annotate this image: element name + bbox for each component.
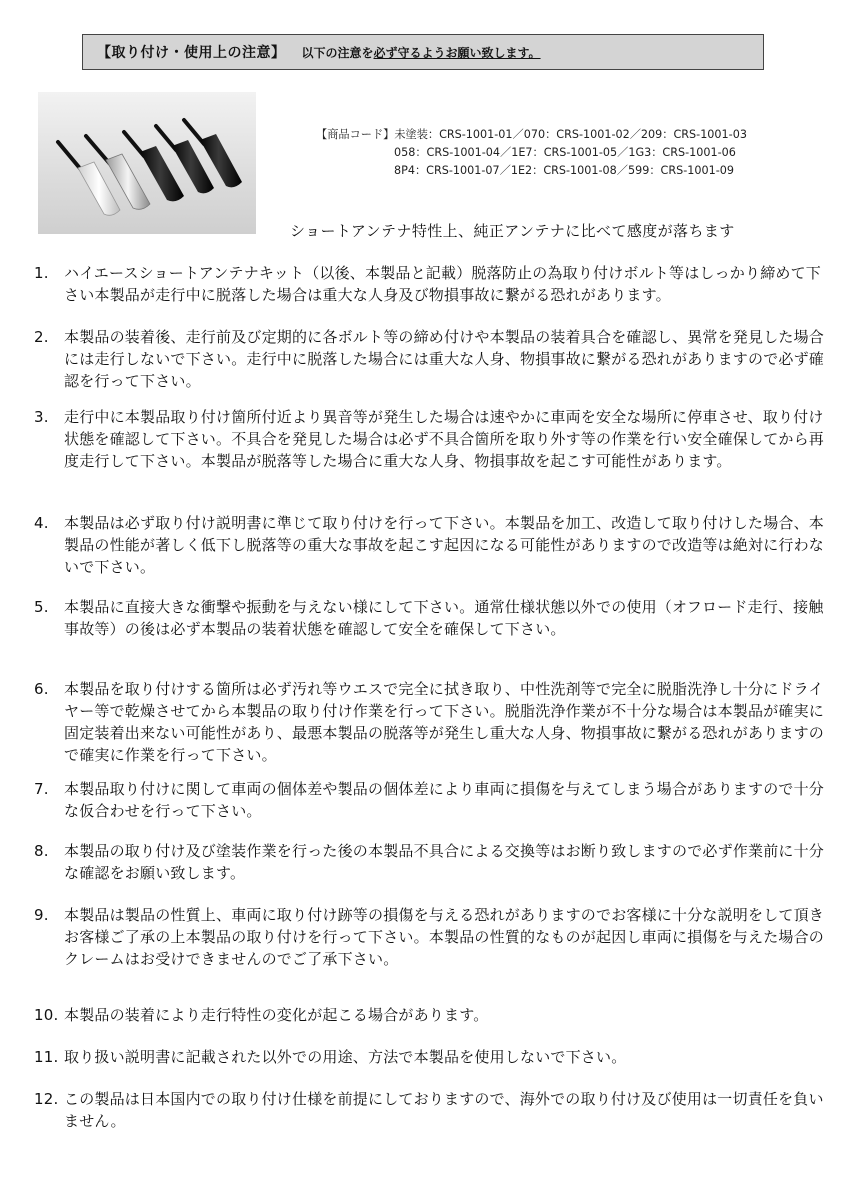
product-codes-label: 【商品コード】 — [316, 128, 395, 141]
sensitivity-notice: ショートアンテナ特性上、純正アンテナに比べて感度が落ちます — [290, 222, 735, 240]
item-number: 12. — [34, 1090, 59, 1108]
item-text: 本製品の装着により走行特性の変化が起こる場合があります。 — [64, 1006, 489, 1024]
antenna-set-illustration — [38, 92, 256, 234]
notice-header-box — [82, 34, 764, 70]
precaution-item-10 — [34, 1004, 828, 1026]
item-number: 3. — [34, 408, 49, 426]
item-text: この製品は日本国内での取り付け仕様を前提にしておりますので、海外での取り付け及び使用は一切責任を負いません。 — [64, 1090, 824, 1130]
item-text: 本製品に直接大きな衝撃や振動を与えない様にして下さい。通常仕様状態以外での使用（オフロード走行、接触事故等）の後は必ず本製品の装着状態を確認して安全を確保して下さい。 — [64, 598, 824, 638]
product-codes-line-3: 8P4：CRS-1001-07／1E2：CRS-1001-08／599：CRS-1001-09 — [394, 164, 734, 177]
item-number: 4. — [34, 514, 49, 532]
precaution-item-8 — [34, 840, 828, 884]
product-codes-text-1: 未塗装：CRS-1001-01／070：CRS-1001-02／209：CRS-1001-03 — [394, 128, 747, 141]
item-text: ハイエースショートアンテナキット（以後、本製品と記載）脱落防止の為取り付けボルト等はしっかり締めて下さい本製品が走行中に脱落した場合は重大な人身及び物損事故に繋がる恐れがあります。 — [64, 264, 822, 304]
item-text: 本製品の装着後、走行前及び定期的に各ボルト等の締め付けや本製品の装着具合を確認し、異常を発見した場合には走行しないで下さい。走行中に脱落した場合には重大な人身、物損事故に繋がる恐れがありますので必ず確認を行って下さい。 — [64, 328, 825, 390]
item-number: 9. — [34, 906, 49, 924]
product-codes — [316, 126, 836, 180]
item-text: 走行中に本製品取り付け箇所付近より異音等が発生した場合は速やかに車両を安全な場所に停車させ、取り付け状態を確認して下さい。不具合を発見した場合は必ず不具合箇所を取り外す等の作業を行い安全確保してから再度走行して下さい。本製品が脱落等した場合に重大な人身、物損事故を起こす可能性があります。 — [64, 408, 825, 470]
item-number: 8. — [34, 842, 49, 860]
product-photo — [38, 92, 256, 234]
precaution-item-1 — [34, 262, 828, 306]
precaution-item-6 — [34, 678, 828, 766]
item-text: 本製品を取り付けする箇所は必ず汚れ等ウエスで完全に拭き取り、中性洗剤等で完全に脱脂洗浄し十分にドライヤー等で乾燥させてから本製品の取り付け作業を行って下さい。脱脂洗浄作業が不十分な場合は本製品が確実に固定装着出来ない可能性があり、最悪本製品の脱落等が発生し重大な人身、物損事故に繋がる恐れがありますので確実に作業を行って下さい。 — [64, 680, 825, 764]
notice-instruction-prefix: 以下の注意を — [301, 45, 374, 60]
notice-title: 【取り付け・使用上の注意】 — [97, 45, 286, 61]
antenna-white — [58, 142, 120, 215]
item-number: 7. — [34, 780, 49, 798]
precaution-item-2 — [34, 326, 828, 392]
item-number: 11. — [34, 1048, 59, 1066]
item-number: 5. — [34, 598, 49, 616]
notice-instruction — [302, 44, 541, 61]
item-number: 1. — [34, 264, 49, 282]
precaution-item-11 — [34, 1046, 828, 1068]
precaution-item-12 — [34, 1088, 828, 1132]
item-number: 10. — [34, 1006, 59, 1024]
item-number: 2. — [34, 328, 49, 346]
notice-instruction-underlined: 必ず守るようお願い致します。 — [373, 45, 541, 60]
precaution-item-5 — [34, 596, 828, 640]
item-text: 本製品は必ず取り付け説明書に準じて取り付けを行って下さい。本製品を加工、改造して取り付けした場合、本製品の性能が著しく低下し脱落等の重大な事故を起こす起因になる可能性がありますので改造等は絶対に行わないで下さい。 — [64, 514, 825, 576]
precaution-item-4 — [34, 512, 828, 578]
item-text: 本製品取り付けに関して車両の個体差や製品の個体差により車両に損傷を与えてしまう場合がありますので十分な仮合わせを行って下さい。 — [64, 780, 825, 820]
item-text: 取り扱い説明書に記載された以外での用途、方法で本製品を使用しないで下さい。 — [64, 1048, 627, 1066]
item-number: 6. — [34, 680, 49, 698]
precaution-item-7 — [34, 778, 828, 822]
precaution-item-3 — [34, 406, 828, 472]
product-codes-line-1 — [316, 126, 836, 144]
item-text: 本製品は製品の性質上、車両に取り付け跡等の損傷を与える恐れがありますのでお客様に十分な説明をして頂きお客様ご了承の上本製品の取り付けを行って下さい。本製品の性質的なものが起因し車両に損傷を与えた場合のクレームはお受けできませんのでご了承下さい。 — [64, 906, 825, 968]
product-codes-line-2: 058：CRS-1001-04／1E7：CRS-1001-05／1G3：CRS-1001-06 — [394, 146, 736, 159]
precaution-item-9 — [34, 904, 828, 970]
item-text: 本製品の取り付け及び塗装作業を行った後の本製品不具合による交換等はお断り致しますので必ず作業前に十分な確認をお願い致します。 — [64, 842, 825, 882]
